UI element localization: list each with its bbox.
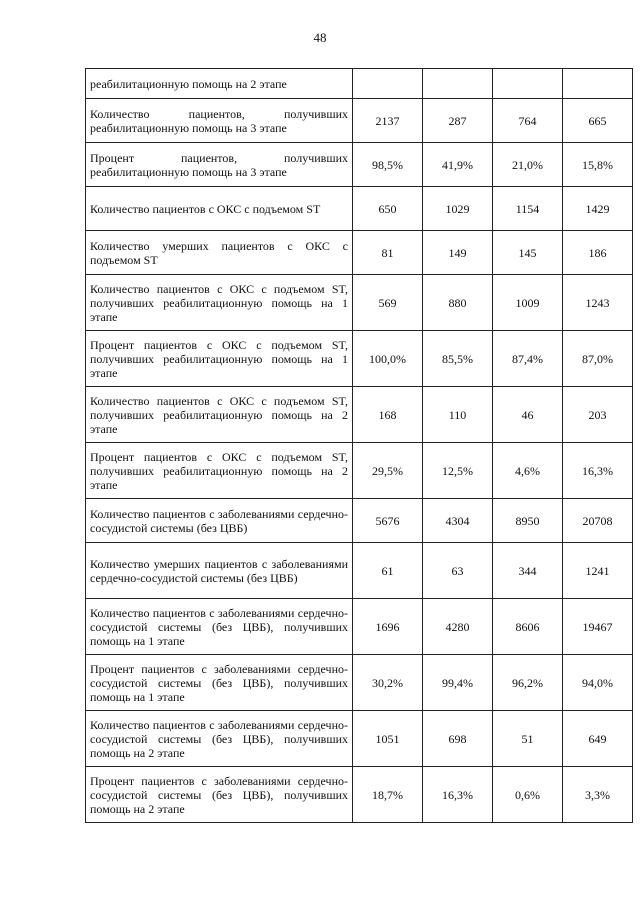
table-row xyxy=(86,331,633,387)
row-label: Количество пациентов с ОКС с подъемом ST, получивших реабилитационную помощь на 1 этапе xyxy=(86,275,353,331)
table-row xyxy=(86,99,633,143)
row-label: Процент пациентов с заболеваниями сердечно-сосудистой системы (без ЦВБ), получивших помощь на 1 этапе xyxy=(86,655,353,711)
value-cell: 18,7% xyxy=(353,767,423,823)
value-cell: 1154 xyxy=(493,187,563,231)
value-cell: 1241 xyxy=(563,543,633,599)
row-label: реабилитационную помощь на 2 этапе xyxy=(86,69,353,99)
row-label: Процент пациентов с заболеваниями сердечно-сосудистой системы (без ЦВБ), получивших помощь на 2 этапе xyxy=(86,767,353,823)
page-number: 48 xyxy=(313,30,327,45)
value-cell: 1243 xyxy=(563,275,633,331)
value-cell: 87,0% xyxy=(563,331,633,387)
value-cell: 1009 xyxy=(493,275,563,331)
value-cell: 46 xyxy=(493,387,563,443)
value-cell: 168 xyxy=(353,387,423,443)
value-cell: 99,4% xyxy=(423,655,493,711)
value-cell: 4304 xyxy=(423,499,493,543)
value-cell: 1696 xyxy=(353,599,423,655)
value-cell: 8950 xyxy=(493,499,563,543)
value-cell: 20708 xyxy=(563,499,633,543)
value-cell: 1051 xyxy=(353,711,423,767)
value-cell: 96,2% xyxy=(493,655,563,711)
value-cell: 145 xyxy=(493,231,563,275)
value-cell: 1429 xyxy=(563,187,633,231)
value-cell: 110 xyxy=(423,387,493,443)
value-cell: 30,2% xyxy=(353,655,423,711)
value-cell: 61 xyxy=(353,543,423,599)
row-label: Процент пациентов с ОКС с подъемом ST, получивших реабилитационную помощь на 1 этапе xyxy=(86,331,353,387)
table-row xyxy=(86,275,633,331)
statistics-table xyxy=(85,68,633,823)
value-cell: 203 xyxy=(563,387,633,443)
table-row xyxy=(86,387,633,443)
row-label: Количество умерших пациентов с ОКС с подъемом ST xyxy=(86,231,353,275)
value-cell: 3,3% xyxy=(563,767,633,823)
row-label: Количество пациентов, получивших реабилитационную помощь на 3 этапе xyxy=(86,99,353,143)
value-cell: 16,3% xyxy=(563,443,633,499)
value-cell: 63 xyxy=(423,543,493,599)
table-row xyxy=(86,231,633,275)
value-cell: 698 xyxy=(423,711,493,767)
value-cell: 149 xyxy=(423,231,493,275)
value-cell: 186 xyxy=(563,231,633,275)
table-row xyxy=(86,69,633,99)
value-cell: 51 xyxy=(493,711,563,767)
row-label: Количество пациентов с заболеваниями сердечно-сосудистой системы (без ЦВБ) xyxy=(86,499,353,543)
value-cell: 87,4% xyxy=(493,331,563,387)
row-label: Количество пациентов с ОКС с подъемом ST, получивших реабилитационную помощь на 2 этапе xyxy=(86,387,353,443)
table-row xyxy=(86,443,633,499)
row-label: Количество пациентов с ОКС с подъемом ST xyxy=(86,187,353,231)
table-row xyxy=(86,599,633,655)
table-row xyxy=(86,499,633,543)
value-cell: 344 xyxy=(493,543,563,599)
value-cell: 4,6% xyxy=(493,443,563,499)
value-cell: 5676 xyxy=(353,499,423,543)
value-cell: 1029 xyxy=(423,187,493,231)
value-cell: 4280 xyxy=(423,599,493,655)
value-cell: 8606 xyxy=(493,599,563,655)
table-row xyxy=(86,143,633,187)
value-cell: 0,6% xyxy=(493,767,563,823)
value-cell: 21,0% xyxy=(493,143,563,187)
value-cell: 880 xyxy=(423,275,493,331)
value-cell: 85,5% xyxy=(423,331,493,387)
value-cell xyxy=(353,69,423,99)
value-cell: 764 xyxy=(493,99,563,143)
value-cell: 665 xyxy=(563,99,633,143)
row-label: Количество умерших пациентов с заболеваниями сердечно-сосудистой системы (без ЦВБ) xyxy=(86,543,353,599)
table-row xyxy=(86,655,633,711)
value-cell: 100,0% xyxy=(353,331,423,387)
row-label: Количество пациентов с заболеваниями сердечно-сосудистой системы (без ЦВБ), получивших помощь на 1 этапе xyxy=(86,599,353,655)
value-cell: 29,5% xyxy=(353,443,423,499)
value-cell xyxy=(563,69,633,99)
value-cell: 15,8% xyxy=(563,143,633,187)
value-cell: 98,5% xyxy=(353,143,423,187)
value-cell: 2137 xyxy=(353,99,423,143)
table-row xyxy=(86,543,633,599)
table-row xyxy=(86,187,633,231)
table-row xyxy=(86,711,633,767)
table-row xyxy=(86,767,633,823)
value-cell: 650 xyxy=(353,187,423,231)
value-cell: 569 xyxy=(353,275,423,331)
value-cell xyxy=(493,69,563,99)
value-cell: 94,0% xyxy=(563,655,633,711)
row-label: Процент пациентов с ОКС с подъемом ST, получивших реабилитационную помощь на 2 этапе xyxy=(86,443,353,499)
value-cell: 16,3% xyxy=(423,767,493,823)
row-label: Количество пациентов с заболеваниями сердечно-сосудистой системы (без ЦВБ), получивших помощь на 2 этапе xyxy=(86,711,353,767)
table-body xyxy=(86,69,633,823)
value-cell: 81 xyxy=(353,231,423,275)
value-cell: 19467 xyxy=(563,599,633,655)
value-cell: 41,9% xyxy=(423,143,493,187)
row-label: Процент пациентов, получивших реабилитационную помощь на 3 этапе xyxy=(86,143,353,187)
value-cell: 12,5% xyxy=(423,443,493,499)
value-cell xyxy=(423,69,493,99)
value-cell: 287 xyxy=(423,99,493,143)
value-cell: 649 xyxy=(563,711,633,767)
